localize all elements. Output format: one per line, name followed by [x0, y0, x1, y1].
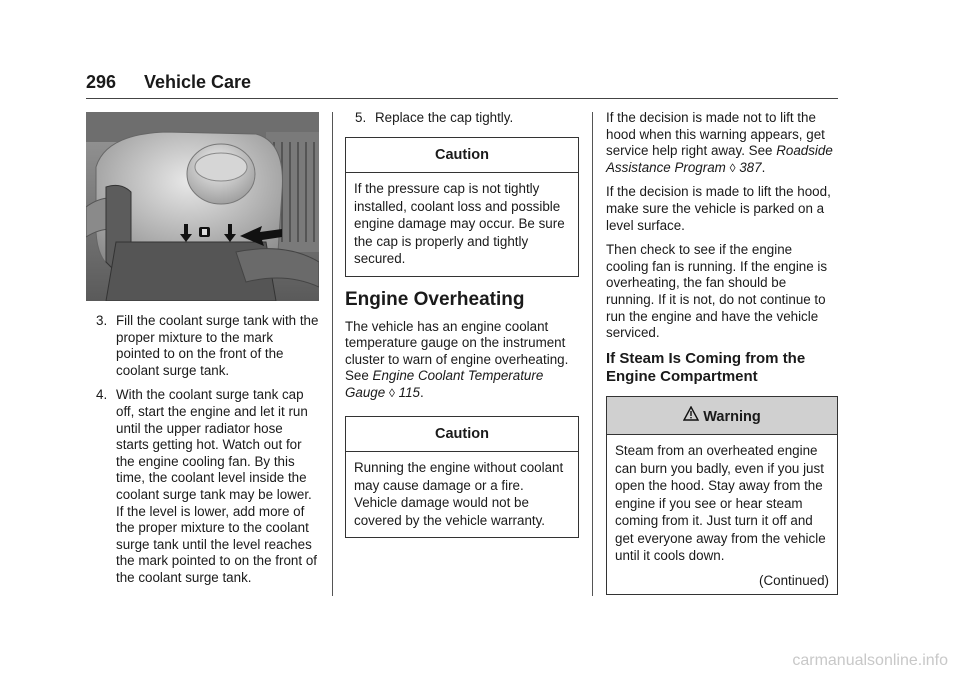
step-text: With the coolant surge tank cap off, start the engine and let it run until the upper radiator hose starts getting hot. Watch out for the engine cooling fan. By this time, the coolant level inside the coolant surge tank may be lower. If the level is lower, add more of the proper mixture to the coolant surge tank until the level reaches the mark pointed to on the front of the coolant surge tank.: [116, 387, 317, 585]
list-item: [345, 110, 579, 127]
cooling-fan-paragraph: Then check to see if the engine cooling fan is running. If the engine is overheating, the fan should be running. If it is not, do not continue to run the engine and have the vehicle serviced.: [606, 242, 828, 341]
page-ref-icon: ◊: [729, 160, 736, 175]
column-divider-1: [332, 112, 333, 596]
header-rule: [86, 98, 838, 99]
column-2: [345, 110, 579, 550]
page-ref-number[interactable]: 387: [739, 159, 762, 175]
column-1: [86, 112, 319, 595]
step-number: 4.: [96, 387, 108, 403]
page-ref-number[interactable]: 115: [398, 385, 420, 401]
coolant-tank-photo: [86, 112, 319, 301]
lift-hood-paragraph: If the decision is made to lift the hood, make sure the vehicle is parked on a level surface.: [606, 184, 831, 233]
roadside-paragraph: If the decision is made not to lift the hood when this warning appears, get service help right away. See Roadside Assistance Program ◊ 387.: [606, 110, 833, 175]
step-text: Fill the coolant surge tank with the proper mixture to the mark pointed to on the front of the coolant surge tank.: [116, 313, 319, 378]
warning-body: Steam from an overheated engine can burn you badly, even if you just open the hood. Stay away from the engine if you see or hear steam coming from it. Just turn it off and get everyone away from the vehicle until it cools down.: [615, 443, 826, 564]
warning-title-bar: [607, 397, 837, 436]
section-title: Vehicle Care: [144, 72, 252, 92]
list-item: [86, 387, 319, 586]
warning-title: Warning: [703, 408, 761, 425]
subheading-steam: If Steam Is Coming from the Engine Compartment: [606, 349, 806, 385]
step-text: Replace the cap tightly.: [375, 110, 514, 125]
steps-list-1: [86, 313, 319, 587]
section-heading-engine-overheating: Engine Overheating: [345, 288, 525, 310]
page-header: [86, 72, 251, 93]
page-ref-icon: ◊: [388, 386, 395, 401]
cross-reference-roadside-assistance[interactable]: Roadside Assistance Program: [606, 143, 833, 175]
caution-box-no-coolant: [345, 416, 579, 539]
engine-overheating-paragraph: The vehicle has an engine coolant temperature gauge on the instrument cluster to warn of engine overheating. See Engine Coolant Temperature Gauge ◊ 115.: [345, 318, 569, 401]
caution-body: If the pressure cap is not tightly installed, coolant loss and possible engine damage may occur. Be sure the cap is properly and tightly secured.: [354, 181, 565, 267]
watermark: carmanualsonline.info: [792, 652, 948, 669]
warning-box-steam: [606, 396, 838, 596]
column-divider-2: [592, 112, 593, 596]
warning-triangle-icon: [683, 406, 699, 426]
caution-box-pressure-cap: [345, 137, 579, 277]
step-number: 3.: [96, 313, 108, 328]
step-number: 5.: [355, 110, 367, 125]
column-3: [606, 110, 838, 607]
steps-list-2: [345, 110, 579, 127]
caution-title: Caution: [346, 138, 578, 174]
list-item: [86, 313, 319, 379]
cross-reference-coolant-gauge[interactable]: Engine Coolant Temperature Gauge: [345, 368, 544, 401]
caution-body: Running the engine without coolant may cause damage or a fire. Vehicle damage would not be covered by the vehicle warranty.: [354, 460, 564, 528]
continued-label: (Continued): [759, 572, 829, 588]
caution-title: Caution: [346, 417, 578, 453]
page-number: 296: [86, 72, 117, 92]
